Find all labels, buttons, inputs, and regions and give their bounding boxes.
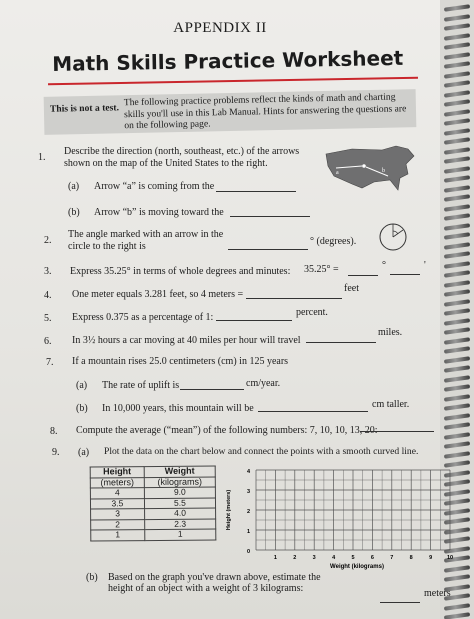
y-tick-label: 1	[246, 529, 250, 535]
q7b-answer-blank[interactable]	[258, 402, 368, 412]
x-tick-label: 5	[351, 555, 355, 561]
q1a-text: Arrow “a” is coming from the	[94, 181, 215, 192]
title-rule	[48, 77, 418, 85]
q9b-label: (b)	[86, 572, 98, 583]
us-map-figure	[322, 140, 418, 196]
appendix-label: APPENDIX II	[173, 20, 267, 36]
q1a-answer-blank[interactable]	[216, 182, 296, 192]
q2-unit: ° (degrees).	[310, 236, 357, 247]
binding-coil	[444, 422, 470, 430]
x-axis-label: Weight (kilograms)	[330, 564, 384, 570]
map-label-a: a	[336, 170, 339, 176]
q6-unit: miles.	[378, 327, 403, 338]
binding-coil	[444, 327, 470, 335]
q4-number: 4.	[44, 290, 52, 301]
notice-box	[44, 89, 417, 135]
binding-coil	[444, 270, 470, 278]
binding-coil	[444, 61, 470, 69]
q3-minutes-blank[interactable]	[390, 265, 420, 275]
q4-answer-blank[interactable]	[246, 289, 342, 299]
table-row: 3 4.0	[91, 508, 216, 520]
q5-answer-blank[interactable]	[216, 311, 292, 321]
table-header-weight: Weight	[144, 466, 215, 477]
binding-coil	[444, 280, 470, 288]
q2-answer-blank[interactable]	[228, 240, 308, 250]
q9b-text: Based on the graph you've drawn above, estimate the	[108, 572, 321, 583]
q3-degree-symbol: °	[382, 260, 386, 271]
x-tick-label: 10	[446, 555, 454, 561]
table-row: 3.5 5.5	[90, 497, 215, 509]
q7a-text: The rate of uplift is	[102, 380, 180, 391]
q1b-label: (b)	[68, 207, 80, 218]
binding-coil	[444, 175, 470, 183]
data-table	[90, 465, 217, 541]
plot-grid[interactable]	[222, 462, 456, 578]
notice-bold: This is not a test.	[49, 102, 120, 115]
x-tick-label: 6	[370, 555, 374, 561]
notice-text: The following practice problems reflect the kinds of math and charting skills you'll use in this Lab Manual. Hints for answering the questions are on the following page.	[123, 91, 407, 132]
x-tick-label: 1	[273, 555, 277, 561]
binding-coil	[444, 33, 470, 41]
q3-degrees-blank[interactable]	[348, 266, 378, 276]
binding-coil	[444, 185, 470, 193]
q7b-label: (b)	[76, 403, 88, 414]
binding-coil	[444, 204, 470, 212]
y-axis-label: Height (meters)	[226, 489, 232, 531]
q6-text: In 3½ hours a car moving at 40 miles per hour will travel	[72, 335, 301, 346]
q7a-label: (a)	[76, 380, 88, 391]
binding-coil	[444, 384, 470, 392]
binding-coil	[444, 251, 470, 259]
table-header-height-unit: (meters)	[90, 477, 144, 488]
q3-expression: 35.25° =	[304, 264, 339, 275]
binding-coil	[444, 166, 470, 174]
table-header-height: Height	[90, 467, 144, 478]
binding-coil	[444, 261, 470, 269]
binding-coil	[444, 52, 470, 60]
binding-coil	[444, 394, 470, 402]
q1b-answer-blank[interactable]	[230, 207, 310, 217]
q6-number: 6.	[44, 336, 52, 347]
binding-coil	[444, 432, 470, 440]
q1b-text: Arrow “b” is moving toward the	[94, 207, 224, 218]
q9b-unit: meters	[424, 588, 451, 599]
binding-coil	[444, 299, 470, 307]
q1a-label: (a)	[68, 181, 80, 192]
x-tick-label: 9	[429, 555, 433, 561]
table-header-weight-unit: (kilograms)	[144, 476, 215, 487]
binding-coil	[444, 289, 470, 297]
binding-coil	[444, 612, 470, 619]
q7b-unit: cm taller.	[372, 399, 410, 410]
q3-text: Express 35.25° in terms of whole degrees and minutes:	[70, 266, 291, 277]
binding-coil	[444, 318, 470, 326]
binding-coil	[444, 99, 470, 107]
binding-coil	[444, 14, 470, 22]
q9b-text2: height of an object with a weight of 3 kilograms:	[108, 583, 304, 594]
q7-number: 7.	[46, 357, 54, 368]
q9b-answer-blank[interactable]	[380, 593, 420, 603]
binding-coil	[444, 375, 470, 383]
q4-text: One meter equals 3.281 feet, so 4 meters =	[72, 289, 244, 300]
y-tick-label: 2	[246, 509, 250, 515]
q2-text: The angle marked with an arrow in the	[68, 229, 224, 240]
binding-coil	[444, 90, 470, 98]
x-tick-label: 3	[312, 555, 316, 561]
binding-coil	[444, 242, 470, 250]
binding-coil	[444, 80, 470, 88]
x-tick-label: 7	[390, 555, 394, 561]
binding-coil	[444, 356, 470, 364]
binding-coil	[444, 4, 470, 12]
binding-coil	[444, 603, 470, 611]
angle-circle-figure	[378, 222, 408, 252]
q2-text2: circle to the right is	[68, 241, 146, 252]
q7a-unit: cm/year.	[246, 378, 281, 389]
q5-number: 5.	[44, 313, 52, 324]
q9-number: 9.	[52, 447, 60, 458]
binding-coil	[444, 213, 470, 221]
binding-coil	[444, 365, 470, 373]
y-tick-label: 0	[246, 549, 250, 555]
binding-coil	[444, 232, 470, 240]
q3-number: 3.	[44, 266, 52, 277]
binding-coil	[444, 441, 470, 449]
q7a-answer-blank[interactable]	[180, 380, 244, 390]
x-tick-label: 8	[409, 555, 413, 561]
binding-coil	[444, 71, 470, 79]
q8-number: 8.	[50, 426, 58, 437]
y-tick-label: 3	[246, 489, 250, 495]
binding-coil	[444, 118, 470, 126]
page-title: Math Skills Practice Worksheet	[52, 45, 404, 76]
q8-text: Compute the average (“mean”) of the following numbers: 7, 10, 10, 13, 20:	[76, 425, 378, 436]
binding-coil	[444, 223, 470, 231]
q5-unit: percent.	[296, 307, 328, 318]
binding-coil	[444, 23, 470, 31]
q8-answer-blank[interactable]	[360, 422, 434, 432]
binding-coil	[444, 109, 470, 117]
table-row: 4 9.0	[90, 487, 215, 499]
binding-coil	[444, 346, 470, 354]
binding-coil	[444, 337, 470, 345]
table-row: 1 1	[91, 529, 216, 541]
x-tick-label: 4	[332, 555, 336, 561]
binding-coil	[444, 128, 470, 136]
q9a-text: Plot the data on the chart below and connect the points with a smooth curved line.	[104, 446, 419, 457]
binding-coil	[444, 42, 470, 50]
q9a-label: (a)	[78, 447, 90, 458]
map-label-b: b	[382, 168, 385, 174]
binding-coil	[444, 413, 470, 421]
binding-coil	[444, 147, 470, 155]
q5-text: Express 0.375 as a percentage of 1:	[72, 312, 214, 323]
q1-number: 1.	[38, 152, 46, 163]
binding-coil	[444, 308, 470, 316]
binding-coil	[444, 451, 470, 459]
y-tick-label: 4	[246, 469, 250, 475]
q6-answer-blank[interactable]	[306, 333, 376, 343]
q1-text: Describe the direction (north, southeast, etc.) of the arrows	[64, 146, 300, 157]
binding-coil	[444, 137, 470, 145]
binding-coil	[444, 403, 470, 411]
q7-text: If a mountain rises 25.0 centimeters (cm) in 125 years	[72, 356, 289, 367]
x-tick-label: 2	[293, 555, 297, 561]
q4-unit: feet	[344, 283, 359, 294]
binding-coil	[444, 194, 470, 202]
q1-text2: shown on the map of the United States to the right.	[64, 158, 268, 169]
binding-coil	[444, 156, 470, 164]
q3-minute-symbol: '	[424, 260, 426, 271]
table-row: 2 2.3	[91, 518, 216, 530]
q7b-text: In 10,000 years, this mountain will be	[102, 403, 254, 414]
q2-number: 2.	[44, 235, 52, 246]
